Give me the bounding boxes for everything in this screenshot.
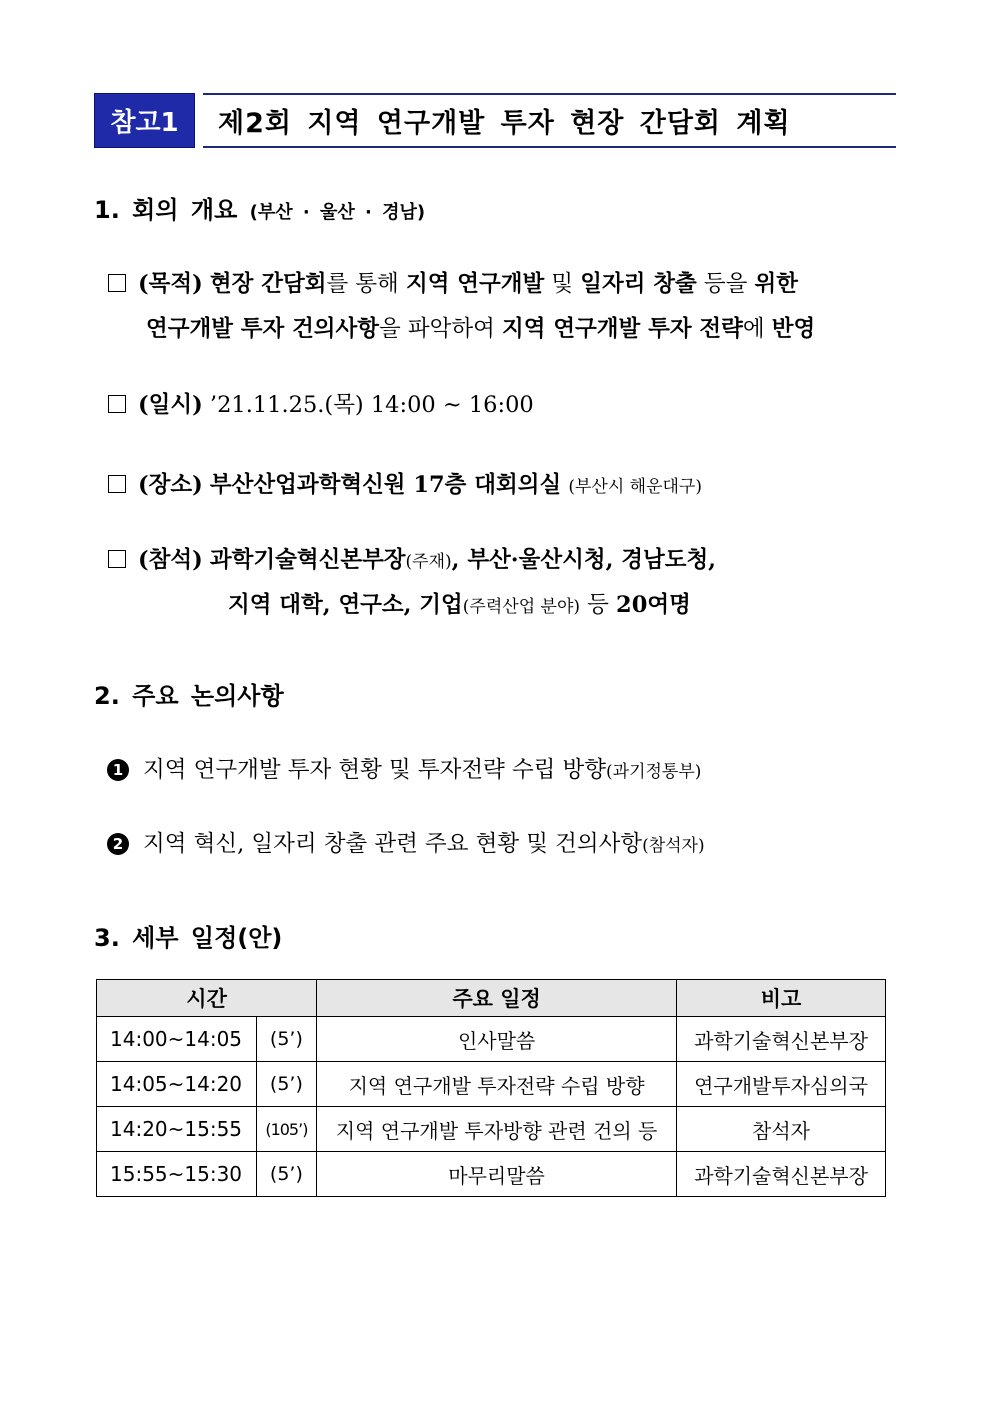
discussion-note: (참석자) — [642, 836, 705, 856]
venue-note: (부산시 해운대구) — [568, 477, 702, 497]
datetime-line — [108, 387, 534, 419]
schedule-table — [96, 979, 886, 1197]
time-cell: 14:00~14:05 — [97, 1017, 257, 1062]
note-cell: 과학기술혁신본부장 — [677, 1017, 886, 1062]
purpose-line-2 — [146, 311, 815, 343]
section1-subtitle: (부산 · 울산 · 경남) — [249, 202, 426, 223]
attendees-line-2 — [228, 587, 691, 619]
header-time: 시간 — [97, 980, 317, 1017]
purpose-text: 및 — [544, 271, 581, 297]
venue-value: 부산산업과학혁신원 17층 대회의실 — [209, 472, 562, 498]
checkbox-square-icon — [108, 475, 126, 493]
section1-title: 1. 회의 개요 — [94, 196, 238, 224]
discussion-note: (과기정통부) — [606, 762, 702, 782]
number-1-icon: 1 — [107, 759, 129, 781]
attendees-text: 과학기술혁신본부장 — [209, 547, 406, 573]
agenda-cell: 지역 연구개발 투자전략 수립 방향 — [317, 1062, 677, 1107]
table-row — [97, 1062, 886, 1107]
purpose-text: 현장 간담회 — [209, 271, 327, 297]
attendees-line-1 — [108, 542, 716, 574]
attendees-text: , 부산·울산시청, 경남도청, — [451, 547, 717, 573]
purpose-text: 를 통해 — [326, 271, 406, 297]
page-title: 제2회 지역 연구개발 투자 현장 간담회 계획 — [218, 108, 791, 139]
duration-cell: (5’) — [256, 1062, 317, 1107]
purpose-text: 반영 — [771, 316, 816, 342]
table-header-row — [97, 980, 886, 1017]
discussion-item-1 — [107, 752, 701, 784]
purpose-label: (목적) — [138, 271, 203, 297]
purpose-text: 위한 — [754, 271, 799, 297]
datetime-value: ’21.11.25.(목) 14:00 ~ 16:00 — [209, 392, 534, 418]
discussion-text: 지역 연구개발 투자 현황 및 투자전략 수립 방향 — [143, 757, 607, 783]
number-2-icon: 2 — [107, 833, 129, 855]
section2-title: 2. 주요 논의사항 — [94, 682, 284, 710]
section1-heading — [94, 190, 425, 225]
section3-title: 3. 세부 일정(안) — [94, 924, 283, 952]
purpose-line-1 — [108, 266, 798, 298]
agenda-cell: 인사말씀 — [317, 1017, 677, 1062]
time-cell: 14:20~15:55 — [97, 1107, 257, 1152]
table-row — [97, 1107, 886, 1152]
note-cell: 연구개발투자심의국 — [677, 1062, 886, 1107]
checkbox-square-icon — [108, 395, 126, 413]
header-note: 비고 — [677, 980, 886, 1017]
discussion-text: 지역 혁신, 일자리 창출 관련 주요 현황 및 건의사항 — [143, 831, 643, 857]
checkbox-square-icon — [108, 550, 126, 568]
note-cell: 참석자 — [677, 1107, 886, 1152]
time-cell: 14:05~14:20 — [97, 1062, 257, 1107]
title-box — [203, 93, 896, 148]
note-cell: 과학기술혁신본부장 — [677, 1152, 886, 1197]
duration-cell: (5’) — [256, 1152, 317, 1197]
venue-line — [108, 467, 702, 499]
attendees-label: (참석) — [138, 547, 203, 573]
purpose-text: 등을 — [696, 271, 755, 297]
purpose-text: 을 파악하여 — [379, 316, 503, 342]
attendees-text: 등 — [580, 592, 617, 618]
header-agenda: 주요 일정 — [317, 980, 677, 1017]
attendees-text: 20여명 — [616, 592, 691, 618]
purpose-text: 지역 연구개발 투자 전략 — [502, 316, 743, 342]
datetime-label: (일시) — [138, 392, 203, 418]
purpose-text: 연구개발 투자 건의사항 — [146, 316, 380, 342]
discussion-item-2 — [107, 826, 705, 858]
purpose-text: 일자리 창출 — [580, 271, 697, 297]
reference-badge: 참고1 — [94, 93, 195, 148]
agenda-cell: 지역 연구개발 투자방향 관련 건의 등 — [317, 1107, 677, 1152]
purpose-text: 에 — [742, 316, 772, 342]
table-row — [97, 1017, 886, 1062]
duration-cell: (5’) — [256, 1017, 317, 1062]
time-cell: 15:55~15:30 — [97, 1152, 257, 1197]
attendees-text: 지역 대학, 연구소, 기업 — [228, 592, 463, 618]
attendees-text: (주재) — [405, 552, 452, 572]
purpose-text: 지역 연구개발 — [405, 271, 545, 297]
duration-cell: (105’) — [256, 1107, 317, 1152]
table-row — [97, 1152, 886, 1197]
agenda-cell: 마무리말씀 — [317, 1152, 677, 1197]
checkbox-square-icon — [108, 274, 126, 292]
venue-label: (장소) — [138, 472, 203, 498]
attendees-text: (주력산업 분야) — [462, 597, 580, 617]
